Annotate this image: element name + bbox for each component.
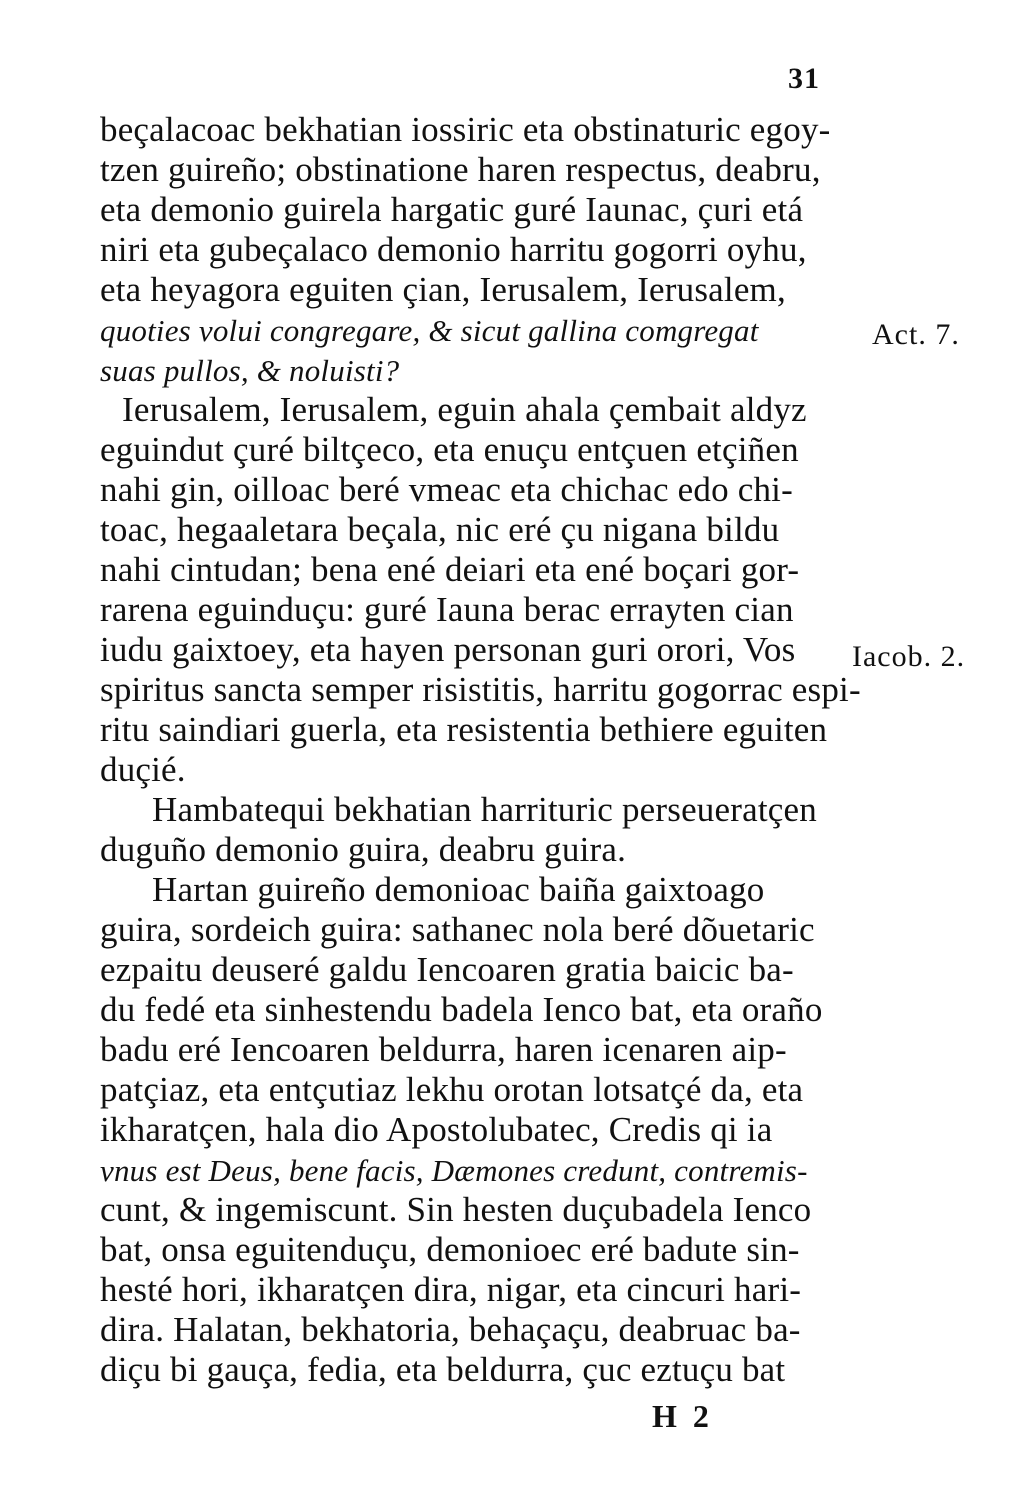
text-line: Hambatequi bekhatian harrituric perseueratçen: [152, 790, 817, 829]
text-line: Hartan guireño demonioac baiña gaixtoago: [152, 870, 765, 909]
text-line: duguño demonio guira, deabru guira.: [100, 830, 627, 869]
margin-note-james: Iacob. 2.: [852, 640, 966, 673]
text-line: dira. Halatan, bekhatoria, behaçaçu, deabruac ba-: [100, 1310, 801, 1349]
text-line: diçu bi gauça, fedia, eta beldurra, çuc eztuçu bat: [100, 1350, 786, 1389]
text-line: niri eta gubeçalaco demonio harritu gogorri oyhu,: [100, 230, 807, 269]
text-line: badu eré Iencoaren beldurra, haren icenaren aip-: [100, 1030, 787, 1069]
text-line: Ierusalem, Ierusalem, eguin ahala çembait aldyz: [122, 390, 807, 429]
text-line: tzen guireño; obstinatione haren respectus, deabru,: [100, 150, 821, 189]
text-line: hesté hori, ikharatçen dira, nigar, eta cincuri hari-: [100, 1270, 802, 1309]
signature-mark: H 2: [652, 1398, 713, 1434]
text-line: beçalacoac bekhatian iossiric eta obstinaturic egoy-: [100, 110, 831, 149]
text-line: du fedé eta sinhestendu badela Ienco bat, eta oraño: [100, 990, 823, 1029]
text-line: bat, onsa eguitenduçu, demonioec eré badute sin-: [100, 1230, 800, 1269]
text-line: guira, sordeich guira: sathanec nola beré dõuetaric: [100, 910, 815, 949]
text-line: nahi gin, oilloac beré vmeac eta chichac edo chi-: [100, 470, 793, 509]
text-line: ezpaitu deuseré galdu Iencoaren gratia baicic ba-: [100, 950, 794, 989]
text-line: ritu saindiari guerla, eta resistentia bethiere eguiten: [100, 710, 828, 749]
text-line: cunt, & ingemiscunt. Sin hesten duçubadela Ienco: [100, 1190, 812, 1229]
text-line: ikharatçen, hala dio Apostolubatec, Credis qi ia: [100, 1110, 773, 1149]
text-line: patçiaz, eta entçutiaz lekhu orotan lotsatçé da, eta: [100, 1070, 804, 1109]
text-line: nahi cintudan; bena ené deiari eta ené boçari gor-: [100, 550, 800, 589]
text-line-italic: vnus est Deus, bene facis, Dæmones credunt, contremis-: [100, 1153, 808, 1188]
text-line: duçié.: [100, 750, 186, 789]
page-number: 31: [788, 62, 820, 95]
margin-note-acts: Act. 7.: [872, 318, 960, 351]
text-line: toac, hegaaletara beçala, nic eré çu nigana bildu: [100, 510, 780, 549]
text-line-italic: suas pullos, & noluisti?: [100, 353, 400, 388]
text-line: iudu gaixtoey, eta hayen personan guri orori, Vos: [100, 630, 796, 669]
text-line: eguindut çuré biltçeco, eta enuçu entçuen etçiñen: [100, 430, 799, 469]
text-line-italic: quoties volui congregare, & sicut gallina comgregat: [100, 313, 759, 348]
text-line: spiritus sancta semper risistitis, harritu gogorrac espi-: [100, 670, 861, 709]
text-line: rarena eguinduçu: guré Iauna berac errayten cian: [100, 590, 794, 629]
text-line: eta demonio guirela hargatic guré Iaunac, çuri etá: [100, 190, 804, 229]
text-line: eta heyagora eguiten çian, Ierusalem, Ierusalem,: [100, 270, 786, 309]
